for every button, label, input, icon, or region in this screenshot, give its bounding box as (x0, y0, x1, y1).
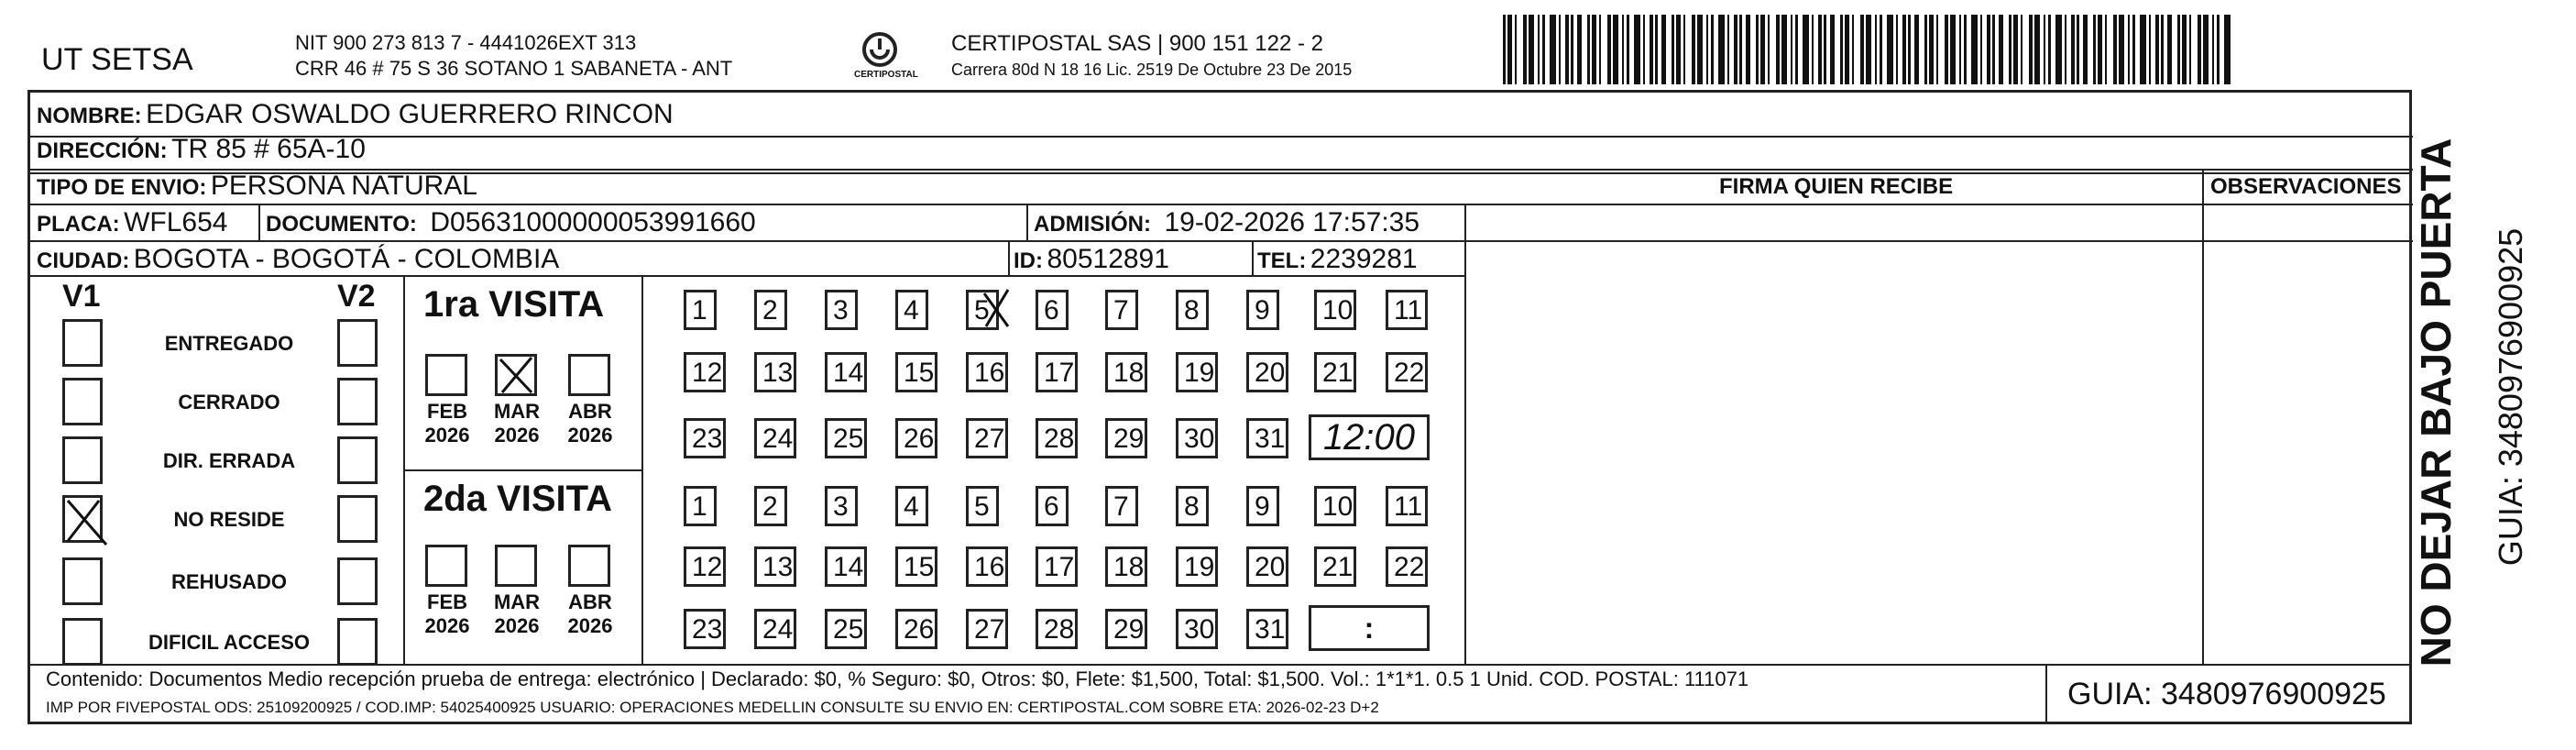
barcode-bar (2009, 15, 2011, 84)
v1-checkbox[interactable] (62, 436, 103, 484)
second-month-checkbox[interactable] (425, 545, 467, 587)
barcode-bar (2203, 15, 2209, 84)
ciudad-value: BOGOTA - BOGOTÁ - COLOMBIA (133, 244, 560, 274)
barcode-bar (1860, 15, 1864, 84)
barcode-bar (2077, 15, 2079, 84)
barcode-bar (2140, 15, 2146, 84)
v1-label: V1 (62, 279, 101, 314)
first-day-box[interactable]: 22 (1386, 352, 1428, 392)
barcode-bar (2055, 15, 2062, 84)
barcode-bar (1936, 15, 1938, 84)
barcode-bar (1781, 15, 1787, 84)
second-day-box[interactable]: 11 (1386, 486, 1428, 526)
first-day-box[interactable]: 19 (1176, 352, 1218, 392)
first-day-box[interactable]: 27 (966, 418, 1008, 458)
first-month-label: ABR (568, 400, 612, 423)
second-day-box[interactable]: 18 (1105, 546, 1147, 587)
second-day-box[interactable]: 9 (1246, 486, 1279, 526)
first-day-box[interactable]: 4 (895, 290, 928, 330)
v1-checkbox[interactable] (62, 618, 103, 666)
second-month-checkbox[interactable] (495, 545, 537, 587)
second-day-box[interactable]: 15 (895, 546, 937, 587)
first-day-box[interactable]: 25 (825, 418, 867, 458)
first-day-box[interactable]: 20 (1246, 352, 1288, 392)
v1-checkbox[interactable] (62, 319, 103, 367)
barcode-bar (1706, 15, 1708, 84)
barcode-bar (2177, 15, 2180, 84)
documento-row (266, 207, 756, 238)
second-day-box[interactable]: 8 (1176, 486, 1209, 526)
second-month-checkbox[interactable] (568, 545, 610, 587)
documento-value: D05631000000053991660 (430, 207, 756, 237)
status-label: NO RESIDE (173, 508, 285, 531)
first-day-box[interactable]: 8 (1176, 290, 1209, 330)
direccion-label: DIRECCIÓN: (37, 138, 168, 163)
barcode-bar (2224, 15, 2231, 84)
barcode-bar (1945, 15, 1948, 84)
barcode-bar (1676, 15, 1681, 84)
barcode-bar (1908, 15, 1911, 84)
barcode-bar (1929, 15, 1934, 84)
barcode-bar (1661, 15, 1666, 84)
second-month-label: ABR (568, 590, 612, 613)
tipo-row (37, 171, 477, 202)
second-time-box[interactable]: : (1309, 605, 1430, 651)
barcode-bar (1791, 15, 1792, 84)
barcode-bar (2034, 15, 2040, 84)
first-year-label: 2026 (494, 424, 540, 447)
status-label: REHUSADO (171, 570, 287, 593)
barcode-bar (2161, 15, 2164, 84)
first-year-label: 2026 (424, 424, 470, 447)
barcode-bar (1542, 15, 1545, 84)
barcode-bar (1683, 15, 1685, 84)
barcode-bar (1803, 15, 1809, 84)
barcode-bar (2083, 15, 2088, 84)
second-day-box[interactable]: 21 (1314, 546, 1356, 587)
barcode-bar (1550, 15, 1556, 84)
barcode-bar (1718, 15, 1725, 84)
second-day-box[interactable]: 2 (754, 486, 787, 526)
v2-checkbox[interactable] (337, 319, 378, 367)
first-day-box[interactable]: 1 (684, 290, 717, 330)
status-label: CERRADO (178, 391, 280, 414)
barcode-bar (1739, 15, 1742, 84)
barcode-bar (1964, 15, 1967, 84)
admision-label: ADMISIÓN: (1034, 212, 1151, 237)
id-value: 80512891 (1047, 244, 1169, 274)
first-month-checkbox[interactable] (568, 354, 610, 396)
barcode-bar (1577, 15, 1582, 84)
side-panel (2412, 90, 2529, 724)
first-month-checkbox[interactable] (425, 354, 467, 396)
v1-checkbox[interactable] (62, 557, 103, 605)
barcode-bar (1559, 15, 1561, 84)
side-guia: GUIA: 3480976900925 (2492, 227, 2529, 567)
barcode-bar (1727, 15, 1729, 84)
second-day-box[interactable]: 6 (1036, 486, 1069, 526)
second-year-label: 2026 (494, 614, 540, 637)
company-name: UT SETSA (41, 42, 193, 77)
second-day-box[interactable]: 1 (684, 486, 717, 526)
second-day-box[interactable]: 29 (1105, 609, 1147, 649)
tipo-value: PERSONA NATURAL (210, 171, 477, 201)
barcode-bar (1950, 15, 1956, 84)
first-day-box[interactable]: 9 (1246, 290, 1279, 330)
barcode-bar (1914, 15, 1919, 84)
firma-header: FIRMA QUIEN RECIBE (1719, 174, 1954, 199)
footer-line1: Contenido: Documentos Medio recepción prueba de entrega: electrónico | Declarado: $0, % Seguro: $0, Otros: $0, Flete: $1,500, Total: $1,500. Vol.: 1*1*1. 0.5 1 Unid. COD. POSTAL: 111071 (46, 667, 1749, 690)
barcode-bar (1824, 15, 1826, 84)
direccion-value: TR 85 # 65A-10 (171, 134, 366, 164)
barcode-bar (1523, 15, 1527, 84)
barcode-bar (1866, 15, 1871, 84)
second-day-box[interactable]: 5 (966, 486, 999, 526)
second-day-box[interactable]: 31 (1246, 609, 1288, 649)
id-label: ID: (1014, 248, 1043, 273)
barcode-bar (2044, 15, 2045, 84)
first-day-box[interactable]: 26 (895, 418, 937, 458)
first-month-label: MAR (493, 400, 541, 423)
barcode-bar (1999, 15, 2003, 84)
barcode-bar (1812, 15, 1814, 84)
barcode-bar (1613, 15, 1618, 84)
first-day-box[interactable]: 29 (1105, 418, 1147, 458)
barcode-bar (1627, 15, 1629, 84)
first-day-box[interactable]: 15 (895, 352, 937, 392)
second-day-box[interactable]: 24 (754, 609, 796, 649)
first-day-box[interactable]: 16 (966, 352, 1008, 392)
barcode-bar (1992, 15, 1995, 84)
first-visit-title: 1ra VISITA (423, 284, 605, 325)
first-day-box[interactable]: 2 (754, 290, 787, 330)
barcode-bar (1987, 15, 1990, 84)
barcode-bar (2155, 15, 2159, 84)
placa-value: WFL654 (124, 207, 228, 237)
first-year-label: 2026 (567, 424, 613, 447)
tel-row (1257, 244, 1418, 275)
side-title: NO DEJAR BAJO PUERTA (2412, 138, 2460, 667)
barcode-bar (2217, 15, 2220, 84)
second-day-box[interactable]: 23 (684, 609, 726, 649)
barcode-bar (1840, 15, 1843, 84)
admision-value: 19-02-2026 17:57:35 (1164, 207, 1420, 237)
checkmark-x-icon (62, 495, 108, 546)
second-day-box[interactable]: 10 (1314, 486, 1356, 526)
barcode-bar (1697, 15, 1703, 84)
barcode-bar (1538, 15, 1540, 84)
second-day-box[interactable]: 30 (1176, 609, 1218, 649)
first-day-box[interactable]: 21 (1314, 352, 1356, 392)
second-day-box[interactable]: 27 (966, 609, 1008, 649)
certipostal-line2: Carrera 80d N 18 16 Lic. 2519 De Octubre 23 De 2015 (951, 61, 1353, 79)
nombre-row (37, 99, 674, 130)
barcode-bar (1592, 15, 1596, 84)
barcode-bar (2167, 15, 2172, 84)
first-month-label: FEB (427, 400, 467, 423)
barcode-bar (2182, 15, 2187, 84)
barcode-bar (2071, 15, 2075, 84)
barcode-bar (1692, 15, 1695, 84)
logo-caption: CERTIPOSTAL (854, 70, 918, 80)
v2-checkbox[interactable] (337, 557, 378, 605)
address-line: CRR 46 # 75 S 36 SOTANO 1 SABANETA - ANT (295, 57, 733, 80)
second-month-label: MAR (493, 590, 541, 613)
barcode-bar (2093, 15, 2096, 84)
barcode-bar (2212, 15, 2214, 84)
barcode-bar (1887, 15, 1893, 84)
tel-value: 2239281 (1310, 244, 1418, 274)
first-day-box[interactable]: 10 (1314, 290, 1356, 330)
second-day-box[interactable]: 22 (1386, 546, 1428, 587)
barcode-bar (1599, 15, 1601, 84)
first-day-box[interactable]: 11 (1386, 290, 1428, 330)
barcode-bar (1830, 15, 1835, 84)
checkmark-x-icon (966, 286, 1012, 332)
ciudad-label: CIUDAD: (37, 248, 130, 273)
second-day-box[interactable]: 13 (754, 546, 796, 587)
barcode-bar (1711, 15, 1714, 84)
barcode-bar (1768, 15, 1770, 84)
v1-checkbox[interactable] (62, 378, 103, 425)
barcode-bar (2065, 15, 2066, 84)
v2-checkbox[interactable] (337, 618, 378, 666)
barcode-bar (1655, 15, 1658, 84)
barcode-bar (1650, 15, 1653, 84)
documento-label: DOCUMENTO: (266, 212, 417, 237)
first-day-box[interactable]: 13 (754, 352, 796, 392)
second-day-box[interactable]: 28 (1036, 609, 1078, 649)
barcode (1503, 15, 2236, 84)
barcode-bar (2119, 15, 2124, 84)
barcode-bar (1980, 15, 1982, 84)
barcode-bar (1880, 15, 1882, 84)
v2-checkbox[interactable] (337, 436, 378, 484)
second-day-box[interactable]: 20 (1246, 546, 1288, 587)
second-day-box[interactable]: 12 (684, 546, 726, 587)
second-month-label: FEB (427, 590, 467, 613)
first-day-box[interactable]: 17 (1036, 352, 1078, 392)
tipo-label: TIPO DE ENVIO: (37, 175, 207, 200)
second-day-box[interactable]: 4 (895, 486, 928, 526)
second-day-box[interactable]: 14 (825, 546, 867, 587)
barcode-bar (1643, 15, 1645, 84)
certipostal-line1: CERTIPOSTAL SAS | 900 151 122 - 2 (951, 31, 1323, 56)
barcode-bar (1571, 15, 1573, 84)
barcode-bar (1852, 15, 1854, 84)
barcode-bar (2132, 15, 2135, 84)
barcode-bar (2048, 15, 2051, 84)
first-day-box[interactable]: 23 (684, 418, 726, 458)
second-day-box[interactable]: 25 (825, 609, 867, 649)
barcode-bar (2113, 15, 2117, 84)
barcode-bar (2098, 15, 2102, 84)
second-day-box[interactable]: 16 (966, 546, 1008, 587)
v2-checkbox[interactable] (337, 495, 378, 543)
second-day-box[interactable]: 7 (1105, 486, 1138, 526)
first-day-box[interactable]: 12 (684, 352, 726, 392)
first-time-box[interactable]: 12:00 (1309, 414, 1430, 460)
observaciones-header: OBSERVACIONES (2210, 174, 2402, 199)
nit-line: NIT 900 273 813 7 - 4441026EXT 313 (295, 31, 637, 54)
admision-row (1034, 207, 1420, 238)
status-label: ENTREGADO (164, 332, 294, 355)
barcode-bar (1634, 15, 1640, 84)
checkmark-x-icon (495, 354, 537, 396)
first-day-box[interactable]: 6 (1036, 290, 1069, 330)
barcode-bar (1971, 15, 1978, 84)
barcode-bar (1795, 15, 1798, 84)
barcode-bar (1587, 15, 1590, 84)
nombre-label: NOMBRE: (37, 104, 142, 128)
barcode-bar (1515, 15, 1517, 84)
barcode-bar (2128, 15, 2130, 84)
barcode-bar (2198, 15, 2201, 84)
barcode-bar (2013, 15, 2018, 84)
v2-label: V2 (337, 279, 376, 314)
certipostal-logo (852, 28, 918, 83)
second-day-box[interactable]: 17 (1036, 546, 1078, 587)
id-row (1014, 244, 1169, 275)
barcode-bar (1818, 15, 1822, 84)
barcode-bar (1902, 15, 1906, 84)
v2-checkbox[interactable] (337, 378, 378, 425)
barcode-bar (2105, 15, 2107, 84)
barcode-bar (2189, 15, 2191, 84)
placa-row (37, 207, 228, 238)
footer-guia: GUIA: 3480976900925 (2067, 677, 2386, 711)
second-visit-title: 2da VISITA (423, 479, 612, 519)
barcode-bar (1507, 15, 1512, 84)
first-day-box[interactable]: 5 (966, 290, 999, 330)
first-day-box[interactable]: 24 (754, 418, 796, 458)
first-day-box[interactable]: 7 (1105, 290, 1138, 330)
second-year-label: 2026 (424, 614, 470, 637)
barcode-bar (1924, 15, 1927, 84)
barcode-bar (1734, 15, 1737, 84)
second-day-box[interactable]: 19 (1176, 546, 1218, 587)
direccion-row (37, 134, 366, 165)
placa-label: PLACA: (37, 212, 120, 237)
first-day-box[interactable]: 28 (1036, 418, 1078, 458)
barcode-bar (2021, 15, 2022, 84)
barcode-bar (1672, 15, 1674, 84)
barcode-bar (1776, 15, 1780, 84)
first-day-box[interactable]: 31 (1246, 418, 1288, 458)
first-day-box[interactable]: 18 (1105, 352, 1147, 392)
barcode-bar (1503, 15, 1506, 84)
barcode-bar (1875, 15, 1877, 84)
footer-line2: IMP POR FIVEPOSTAL ODS: 25109200925 / COD.IMP: 54025400925 USUARIO: OPERACIONES MEDELLIN CONSULTE SU ENVIO EN: CERTIPOSTAL.COM SOBRE ETA: 2026-02-23 D+2 (46, 699, 1379, 716)
barcode-bar (1529, 15, 1534, 84)
barcode-bar (2029, 15, 2033, 84)
ciudad-row (37, 244, 559, 275)
first-day-box[interactable]: 3 (825, 290, 858, 330)
first-day-box[interactable]: 14 (825, 352, 867, 392)
barcode-bar (1756, 15, 1759, 84)
second-year-label: 2026 (567, 614, 613, 637)
barcode-bar (1565, 15, 1569, 84)
barcode-bar (1959, 15, 1961, 84)
barcode-bar (1607, 15, 1611, 84)
second-day-box[interactable]: 26 (895, 609, 937, 649)
first-day-box[interactable]: 30 (1176, 418, 1218, 458)
barcode-bar (1746, 15, 1750, 84)
nombre-value: EDGAR OSWALDO GUERRERO RINCON (146, 99, 674, 129)
status-label: DIR. ERRADA (162, 449, 296, 472)
barcode-bar (1622, 15, 1624, 84)
barcode-bar (1896, 15, 1898, 84)
second-day-box[interactable]: 3 (825, 486, 858, 526)
tel-label: TEL: (1257, 248, 1307, 273)
barcode-bar (2149, 15, 2151, 84)
barcode-bar (1845, 15, 1849, 84)
status-label: DIFICIL ACCESO (148, 631, 310, 654)
barcode-bar (1760, 15, 1765, 84)
